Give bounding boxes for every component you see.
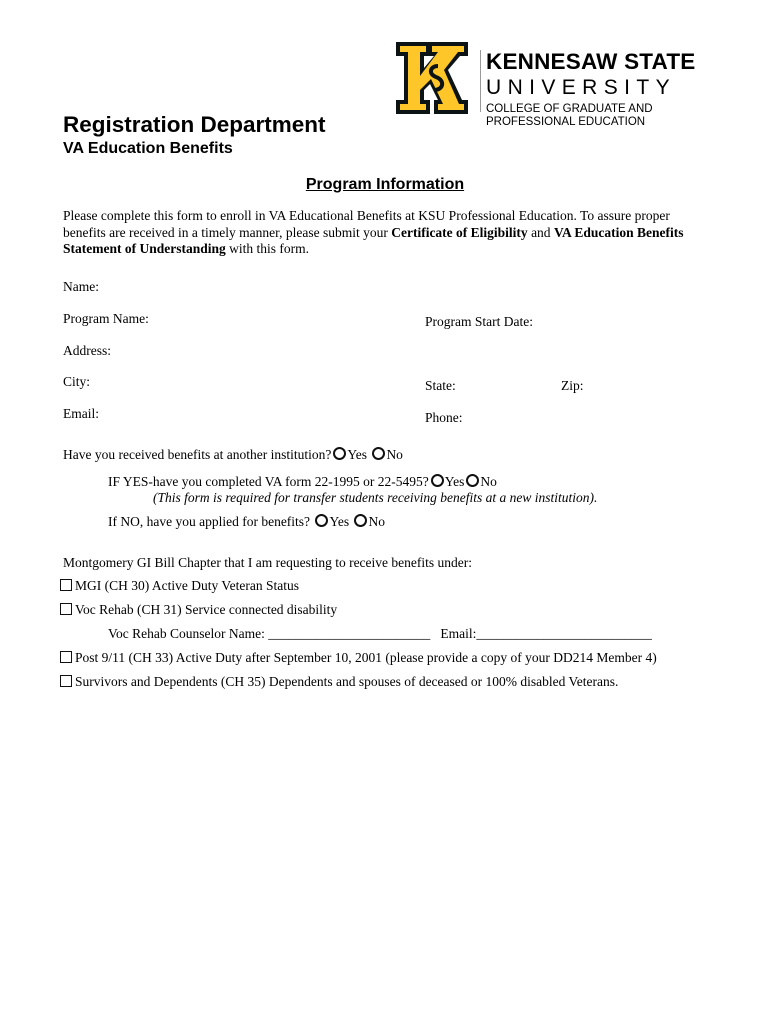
address-field-label: Address:	[63, 343, 111, 358]
name-field-label: Name:	[63, 279, 99, 294]
radio-other-institution-yes[interactable]	[333, 447, 346, 460]
radio-label-yes: Yes	[347, 447, 368, 462]
voc-rehab-counselor-line: Voc Rehab Counselor Name: ________________________ Email:__________________________	[108, 626, 652, 641]
chapter-voc-label: Voc Rehab (CH 31) Service connected disability	[75, 602, 338, 617]
radio-label-yes: Yes	[329, 514, 350, 529]
logo-college-line1: COLLEGE OF GRADUATE AND	[486, 103, 653, 115]
chapter-mgi-label: MGI (CH 30) Active Duty Veteran Status	[75, 578, 299, 593]
chapter-option-survivors	[60, 674, 618, 690]
radio-label-no: No	[480, 474, 497, 489]
city-field-label: City:	[63, 374, 91, 389]
va-form-note: (This form is required for transfer students receiving benefits at a new institution).	[153, 490, 598, 505]
section-heading-text: Program Information	[305, 176, 465, 193]
question-other-institution-text: Have you received benefits at another institution?	[63, 447, 332, 462]
radio-applied-no[interactable]	[354, 514, 367, 527]
intro-bold-certificate: Certificate of Eligibility	[391, 224, 528, 240]
intro-text-3: with this form.	[225, 241, 310, 256]
logo-college-line2: PROFESSIONAL EDUCATION	[486, 115, 646, 128]
logo-wordmark-line2: UNIVERSITY	[486, 76, 677, 99]
logo-wordmark-line1: KENNESAW STATE	[486, 49, 696, 74]
radio-other-institution-no[interactable]	[372, 447, 385, 460]
email-field-label: Email:	[63, 406, 99, 421]
radio-label-yes: Yes	[444, 474, 465, 489]
radio-va-form-no[interactable]	[466, 474, 479, 487]
question-va-form-text: IF YES-have you completed VA form 22-1995 or 22-5495?	[108, 474, 429, 489]
question-applied-benefits	[108, 514, 385, 530]
checkbox-post911[interactable]	[60, 651, 72, 663]
logo-college-name	[486, 103, 653, 128]
zip-field-label: Zip:	[561, 378, 584, 393]
checkbox-voc-rehab[interactable]	[60, 603, 72, 615]
radio-label-no: No	[386, 447, 403, 462]
checkbox-survivors[interactable]	[60, 675, 72, 687]
question-va-form	[108, 474, 497, 490]
logo-divider	[480, 50, 481, 112]
checkbox-mgi[interactable]	[60, 579, 72, 591]
radio-applied-yes[interactable]	[315, 514, 328, 527]
page-subtitle: VA Education Benefits	[63, 140, 233, 157]
ksu-emblem-icon	[390, 36, 474, 120]
chapter-survivors-label: Survivors and Dependents (CH 35) Dependents and spouses of deceased or 100% disabled Veterans.	[75, 674, 619, 689]
chapter-option-post911	[60, 650, 657, 666]
question-applied-benefits-text: If NO, have you applied for benefits?	[108, 514, 314, 529]
intro-text-2: and	[527, 224, 554, 240]
program-start-date-field-label: Program Start Date:	[425, 314, 533, 329]
ksu-logo	[390, 36, 720, 128]
program-name-field-label: Program Name:	[63, 311, 149, 326]
chapter-post911-label: Post 9/11 (CH 33) Active Duty after September 10, 2001 (please provide a copy of your DD214 Member 4)	[75, 650, 657, 665]
radio-va-form-yes[interactable]	[431, 474, 444, 487]
chapter-intro: Montgomery GI Bill Chapter that I am requesting to receive benefits under:	[63, 555, 473, 570]
radio-label-no: No	[368, 514, 385, 529]
chapter-option-voc-rehab	[60, 602, 337, 618]
intro-text-1: Please complete this form to enroll in VA Educational Benefits at KSU Professional Education. To assure proper benefits are received in a timely manner, please submit your	[63, 208, 670, 240]
intro-paragraph	[63, 208, 711, 258]
intro-bold-statement: VA Education Benefits Statement of Understanding	[63, 224, 684, 256]
phone-field-label: Phone:	[425, 410, 463, 425]
section-heading	[0, 176, 770, 194]
question-other-institution	[63, 447, 403, 463]
page-title: Registration Department	[63, 112, 326, 137]
chapter-option-mgi	[60, 578, 299, 594]
state-field-label: State:	[425, 378, 456, 393]
